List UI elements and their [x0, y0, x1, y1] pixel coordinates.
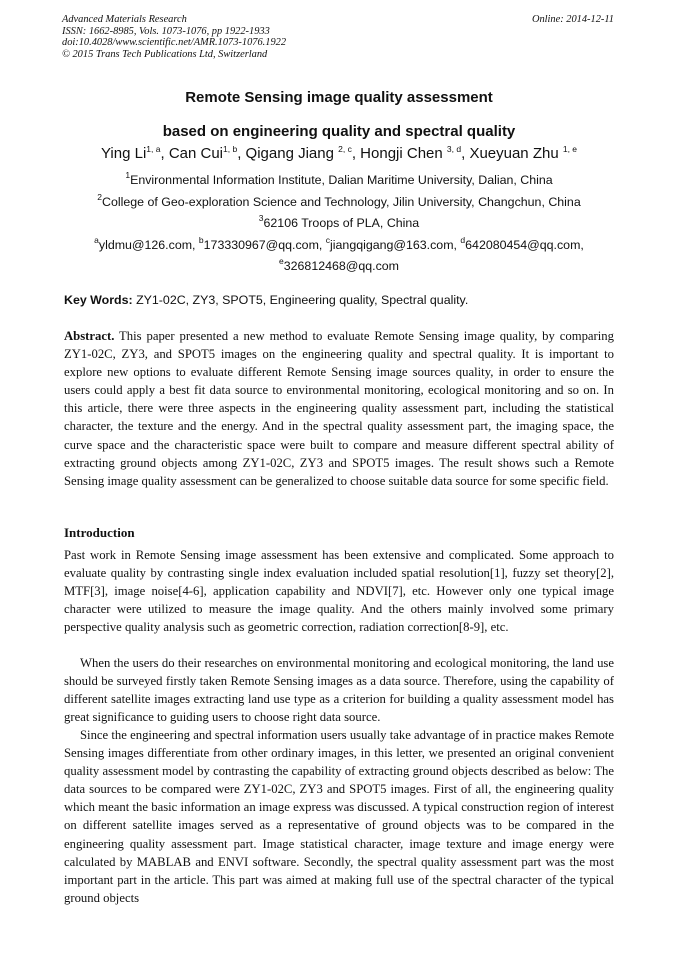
intro-paragraph-2: When the users do their researches on environmental monitoring and ecological monitoring, the land use should be surveyed firstly taken Remote Sensing images as a data source. Therefore, using the capability of different satellite images extracting land use type as a criterion for building a quality assessment model has great significance to guiding users to choose right data source. [64, 656, 614, 725]
doi-line: doi:10.4028/www.scientific.net/AMR.1073-1076.1922 [62, 37, 287, 49]
author-sup: 3, d [446, 144, 462, 154]
copyright-line: © 2015 Trans Tech Publications Ltd, Switzerland [62, 48, 268, 60]
author-sup: 1, b [223, 144, 238, 154]
keywords [64, 293, 468, 307]
author-sup: 1, a [146, 144, 161, 154]
author-list: Ying Li$^{1, a}$, Can Cui$^{1, b}$, Qigang Jiang $^{2, c}$, Hongji Chen $^{3, d}$, Xueyuan Zhu $^{1, e}$ [100, 144, 578, 162]
journal-name: Advanced Materials Research [62, 14, 187, 25]
author-name: Can Cui [168, 145, 224, 162]
author-name: Hongji Chen [360, 145, 443, 162]
keywords-text: ZY1-02C, ZY3, SPOT5, Engineering quality, Spectral quality. [136, 293, 469, 307]
email-line-2: $^e$326812468@qq.com [279, 256, 399, 273]
author-sup: 2, c [338, 144, 352, 154]
author-sup: 1, e [562, 144, 578, 154]
intro-paragraph-3: Since the engineering and spectral information users usually take advantage of in practice makes Remote Sensing images differentiate from other ordinary images, in this letter, we presented an original convenient quality assessment model by contrasting the capability of extracting ground objects described as below: The data sources to be compared were ZY1-02C, ZY3 and SPOT5 images. First of all, the engineering quality which meant the basic information an image express was discussed. A typical construction region of interest on different satellite images served as a representative of ground objects was to be compared in the engineering quality assessment part. Image statistical character, image texture and image energy were calculated by MABLAB and ENVI software. Secondly, the spectral quality assessment part was the most important part in the article. This part was aimed at making full use of the spectral character of the typical ground objects [64, 728, 614, 905]
affiliation-3: $^3$62106 Troops of PLA, China [258, 213, 420, 230]
abstract-label: Abstract. [64, 329, 115, 343]
abstract-text: This paper presented a new method to evaluate Remote Sensing image quality, by comparing ZY1-02C, ZY3, and SPOT5 images on the engineering quality and spectral quality. It is important to explore new options to evaluate different Remote Sensing image sources quality, in order to ensure the users could apply a best fit data source to environmental monitoring, ecological monitoring and so on. In this article, there were three aspects in the engineering quality assessment part, including the statistical character, the texture and the energy. And in the spectral quality assessment part, the imaging space, the curve space and the characteristic space were built to compare and measure different spectral ability of extracting ground objects among ZY1-02C, ZY3 and SPOT5 images. The result shows such a Remote Sensing image quality assessment can be generalized to choose suitable data source for some specific field. [64, 329, 614, 488]
email-line-1: $^a$yldmu@126.com, $^b$173330967@qq.com, $^c$jiangqigang@163.com, $^d$642080454@qq.com, [94, 235, 584, 252]
issn-line: ISSN: 1662-8985, Vols. 1073-1076, pp 1922-1933 [62, 25, 270, 37]
author-name: Ying Li [100, 145, 147, 162]
keywords-label: Key Words: [64, 293, 133, 307]
email-address: 326812468@qq.com [283, 259, 399, 273]
affiliation-2: $^2$College of Geo-exploration Science and Technology, Jilin University, Changchun, China [97, 192, 581, 209]
journal-header [62, 14, 286, 60]
paper-title-line-1: Remote Sensing image quality assessment [185, 89, 493, 106]
email-address: yldmu@126.com [98, 238, 193, 252]
email-address: jiangqigang@163.com [330, 238, 454, 252]
affiliation-1: $^1$Environmental Information Institute, Dalian Maritime University, Dalian, China [125, 170, 553, 187]
paper-title-line-2: based on engineering quality and spectral quality [162, 123, 516, 140]
author-name: Xueyuan Zhu [469, 145, 559, 162]
abstract-paragraph [64, 327, 614, 490]
intro-paragraph-1: Past work in Remote Sensing image assessment has been extensive and complicated. Some approach to evaluate quality by contrasting single index evaluation included spatial resolution[1], fuzzy set theory[2], MTF[3], image noise[4-6], application capability and NDVI[7], etc. However only one typical image character were utilized to measure the image quality. And the others mainly involved some primary perspective quality analysis such as geometric correction, radiation correction[8-9], etc. [64, 548, 614, 635]
email-address: 173330967@qq.com [203, 238, 319, 252]
online-date: Online: 2014-12-11 [531, 14, 614, 25]
introduction-heading: Introduction [64, 525, 135, 540]
email-address: 642080454@qq.com [465, 238, 581, 252]
author-name: Qigang Jiang [245, 145, 334, 162]
